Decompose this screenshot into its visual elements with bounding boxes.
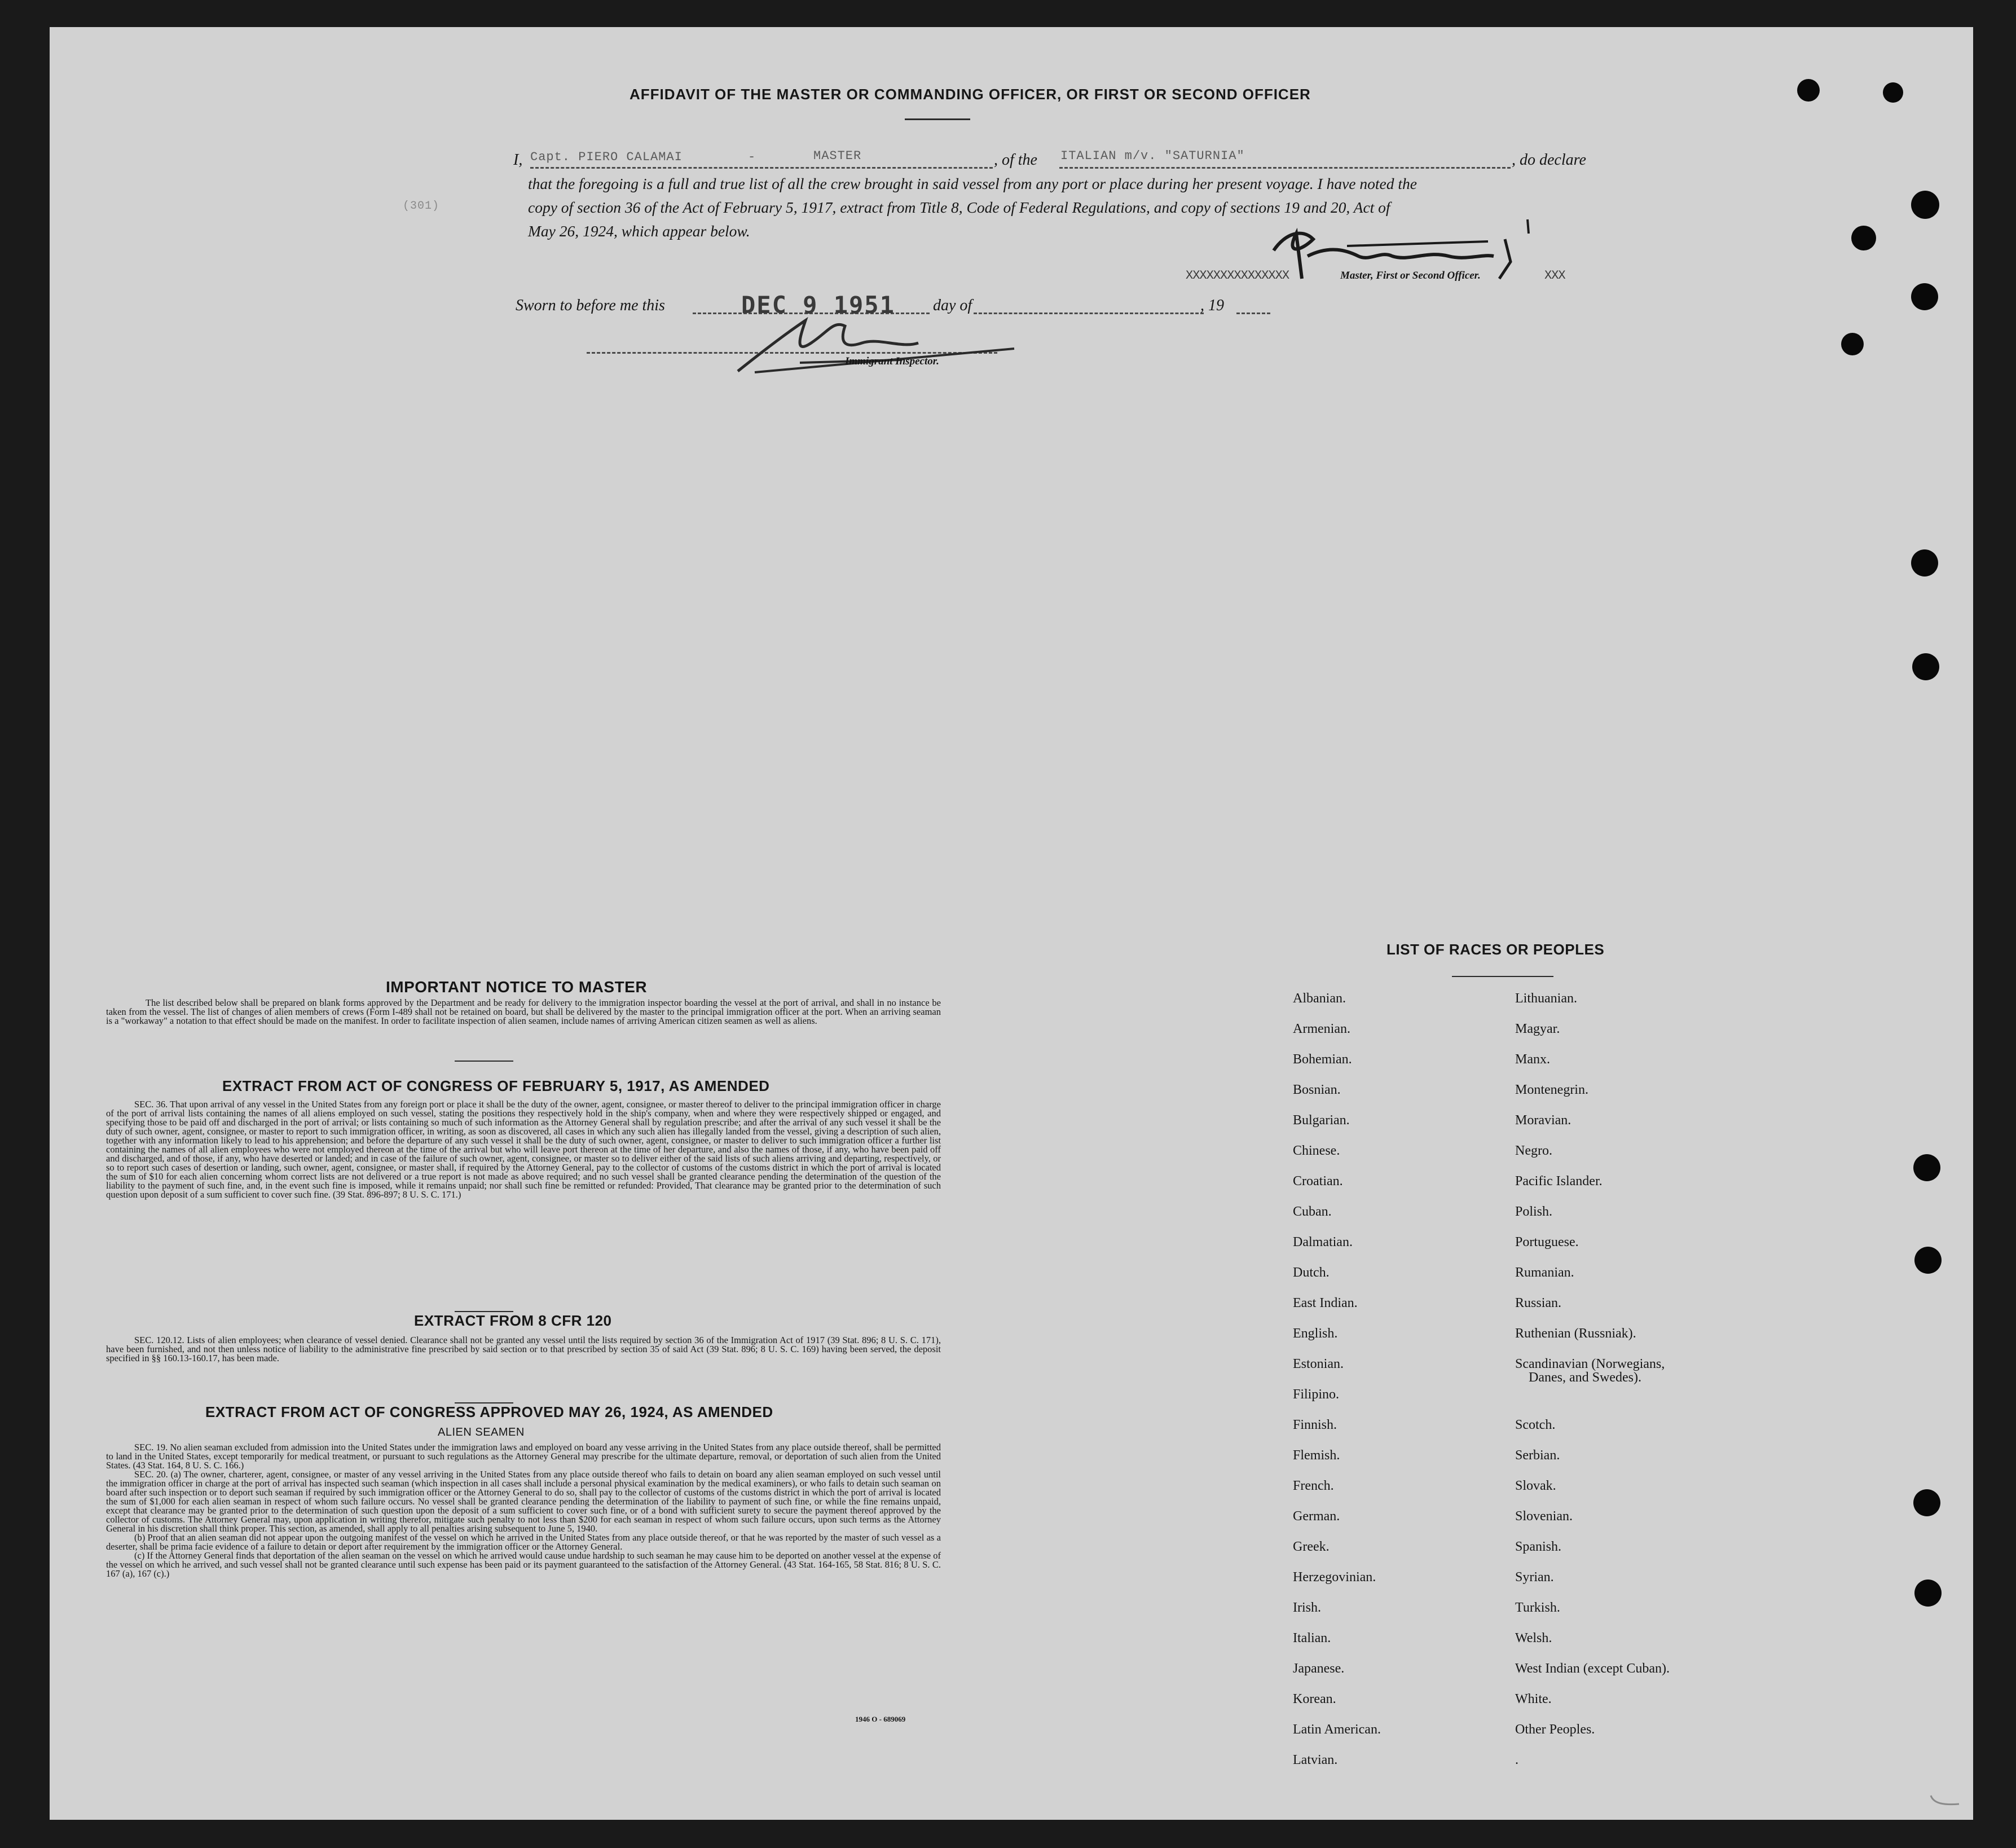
master-strike: XXXXXXXXXXXXXXX: [1186, 269, 1289, 283]
notice-body: The list described below shall be prepared on blank forms approved by the Department and be ready for delivery to the immigration inspector boarding the vessel at the port of arrival, and shall in no instance be taken from the vessel. The list of changes of alien members of crews (Form I-489 shall not be retained on board, but shall be delivered by the master to the principal immigration officer at the port. When an arriving seaman is a "workaway" a notation to that effect should be made on the manifest. In order to facilitate inspection of alien seamen, include names of arriving American citizen seamen as well as aliens.: [106, 997, 941, 1026]
declarant-prefix: I,: [513, 151, 523, 169]
races-rule: [1452, 976, 1553, 977]
punch-hole: [1912, 653, 1939, 680]
races-col-1: [1293, 992, 1381, 1784]
race-item: Irish.: [1293, 1600, 1321, 1615]
extract-1924-sec19: SEC. 19. No alien seaman excluded from admission into the United States under the immigration laws and employed on board any vesse arriving in the United States from any place outside thereof, shall be permitted to land in the United States, except temporarily for medical treatment, or pursuant to such regulations as the Attorney General may prescribe for the ultimate departure, removal, or deportation of such alien from the United States. (43 Stat. 164, 8 U. S. C. 166.): [106, 1442, 941, 1471]
race-item: Magyar.: [1515, 1022, 1560, 1036]
race-item: Slovak.: [1515, 1479, 1556, 1493]
master-signature: [1262, 217, 1556, 301]
race-item: Scandinavian (Norwegians, Danes, and Swedes).: [1515, 1357, 1665, 1385]
race-item: East Indian.: [1293, 1296, 1358, 1310]
race-item: Albanian.: [1293, 991, 1346, 1006]
punch-hole: [1914, 1247, 1942, 1274]
race-item: Dutch.: [1293, 1265, 1330, 1280]
race-item: Dalmatian.: [1293, 1235, 1353, 1249]
race-item: Cuban.: [1293, 1204, 1332, 1219]
race-item: French.: [1293, 1479, 1334, 1493]
year-label: , 19: [1200, 297, 1224, 314]
extract-1924-body: [106, 1443, 941, 1578]
race-item: Croatian.: [1293, 1174, 1343, 1189]
extract-cfr-body: SEC. 120.12. Lists of alien employees; when clearance of vessel denied. Clearance shall not be granted any vessel until the lists required by section 36 of the Immigration Act of 1917 (39 Stat. 896; 8 U. S. C. 171), have been furnished, and not then unless notice of liability to the administrative fine prescribed by said section or to that prescribed by section 35 of said Act (39 Stat. 896; 8 U. S. C. 169) having been served, the deposit specified in §§ 160.13-160.17, has been made.: [106, 1335, 941, 1363]
race-item: Other Peoples.: [1515, 1722, 1595, 1737]
race-item: Bohemian.: [1293, 1052, 1352, 1067]
race-item: Rumanian.: [1515, 1265, 1574, 1280]
race-item: Slovenian.: [1515, 1509, 1573, 1524]
race-item: Armenian.: [1293, 1022, 1350, 1036]
punch-hole: [1911, 191, 1939, 219]
declarant-blank: [530, 167, 993, 169]
extract-cfr-title: EXTRACT FROM 8 CFR 120: [414, 1312, 612, 1329]
punch-hole: [1883, 82, 1903, 103]
affidavit-line-2: that the foregoing is a full and true list of all the crew brought in said vessel from any port or place during her present voyage. I have noted the: [528, 175, 1417, 192]
race-item: Latin American.: [1293, 1722, 1381, 1737]
declarant-name: Capt. PIERO CALAMAI: [530, 150, 683, 164]
race-item: Turkish.: [1515, 1600, 1560, 1615]
race-item: Manx.: [1515, 1052, 1550, 1067]
race-item: Pacific Islander.: [1515, 1174, 1603, 1189]
race-item: West Indian (except Cuban).: [1515, 1661, 1670, 1676]
punch-hole: [1914, 1579, 1942, 1607]
race-item: Greek.: [1293, 1539, 1330, 1554]
races-col-2: [1515, 992, 1670, 1784]
vessel-name: ITALIAN m/v. "SATURNIA": [1060, 149, 1245, 163]
corner-mark: [1928, 1793, 1962, 1810]
date-stamp: DEC 9 1951: [741, 291, 895, 319]
race-item: Serbian.: [1515, 1448, 1560, 1463]
race-item: Ruthenian (Russniak).: [1515, 1326, 1636, 1341]
print-code: 1946 O - 689069: [855, 1715, 906, 1723]
race-item: Portuguese.: [1515, 1235, 1579, 1249]
race-item: Korean.: [1293, 1692, 1336, 1706]
affidavit-line-3: copy of section 36 of the Act of February 5, 1917, extract from Title 8, Code of Federal Regulations, and copy of sections 19 and 20, Act of: [528, 199, 1390, 216]
day-of-label: day of: [933, 297, 972, 314]
race-item: Latvian.: [1293, 1753, 1338, 1767]
extract-1924-title: EXTRACT FROM ACT OF CONGRESS APPROVED MAY 26, 1924, AS AMENDED: [205, 1403, 773, 1420]
race-item: Bosnian.: [1293, 1083, 1341, 1097]
race-item: Flemish.: [1293, 1448, 1340, 1463]
title-rule: [905, 118, 970, 120]
race-item: .: [1515, 1753, 1518, 1767]
race-item: Chinese.: [1293, 1143, 1340, 1158]
race-item: Filipino.: [1293, 1387, 1340, 1402]
inspector-signature: [732, 309, 1025, 382]
race-item: Scotch.: [1515, 1418, 1556, 1432]
race-item: Montenegrin.: [1515, 1083, 1588, 1097]
race-item: White.: [1515, 1692, 1552, 1706]
race-item: Japanese.: [1293, 1661, 1345, 1676]
race-item: English.: [1293, 1326, 1338, 1341]
race-item: German.: [1293, 1509, 1340, 1524]
race-item: [1515, 1388, 1670, 1418]
punch-hole: [1851, 226, 1876, 250]
punch-hole: [1913, 1489, 1940, 1516]
punch-hole: [1911, 549, 1938, 577]
sworn-label: Sworn to before me this: [516, 297, 665, 314]
race-item: Negro.: [1515, 1143, 1552, 1158]
race-item: Welsh.: [1515, 1631, 1552, 1645]
extract-1924-subtitle: ALIEN SEAMEN: [438, 1426, 525, 1438]
punch-hole: [1913, 1154, 1940, 1181]
punch-hole: [1797, 79, 1820, 102]
race-item: Spanish.: [1515, 1539, 1562, 1554]
of-the-label: , of the: [994, 151, 1037, 169]
extract-1924-sec20b: (b) Proof that an alien seaman did not appear upon the outgoing manifest of the vessel on which he arrived in the United States from any place outside thereof, or that he was reported by the master of such vessel as a deserter, shall be prima facie evidence of a failure to detain or deport after requirement by the immigration officer or the Attorney General.: [106, 1532, 941, 1552]
notice-title: IMPORTANT NOTICE TO MASTER: [386, 978, 648, 996]
race-item: Russian.: [1515, 1296, 1562, 1310]
declarant-sep: -: [748, 150, 756, 164]
affidavit-line-4: May 26, 1924, which appear below.: [528, 222, 750, 240]
extract-1924-sec20c: (c) If the Attorney General finds that deportation of the alien seaman on the vessel on which he arrived would cause undue hardship to such seaman he may cause him to be deported on another vessel at the expense of the vessel on which he arrived, and such vessel shall not be granted clearance until such expense has been paid or its payment guaranteed to the satisfaction of the Attorney General. (43 Stat. 164-165, 58 Stat. 816; 8 U. S. C. 167 (a), 167 (c).): [106, 1550, 941, 1579]
document-page: [50, 27, 1973, 1820]
affidavit-title: AFFIDAVIT OF THE MASTER OR COMMANDING OFFICER, OR FIRST OR SECOND OFFICER: [630, 86, 1311, 103]
punch-hole: [1911, 283, 1938, 310]
master-caption: Master, First or Second Officer.: [1340, 270, 1481, 281]
inspector-caption: Immigrant Inspector.: [845, 355, 939, 367]
races-title: LIST OF RACES OR PEOPLES: [1386, 941, 1605, 958]
race-item: Finnish.: [1293, 1418, 1337, 1432]
declarant-rank: MASTER: [813, 149, 862, 163]
margin-mark: (301): [403, 200, 440, 213]
race-item: Polish.: [1515, 1204, 1553, 1219]
extract-1924-sec20a: SEC. 20. (a) The owner, charterer, agent, consignee, or master of any vessel arriving in the United States from any place outside thereof who fails to detain on board any alien seaman employed on such vessel until the immigration officer in charge at the port of arrival has inspected such seaman (which inspection in all cases shall include a personal physical examination by the medical examiners), or who fails to detain such seaman on board after such inspection or to deport such seaman if required by such immigration officer or the Attorney General to do so, shall pay to the collector of customs of the customs district in which the port of arrival is located the sum of $1,000 for each alien seaman in respect of whom such failure occurs. No vessel shall be granted clearance pending the determination of the liability to payment of such fine, or while the fine remains unpaid, except that clearance may be granted prior to the determination of such question upon the deposit of a sum sufficient to cover such fine, or of a bond with sufficient surety to secure the payment thereof approved by the collector of customs. The Attorney General may, upon application in writing therefor, mitigate such penalty to not less than $200 for each seaman in respect of whom such failure occurs, upon such terms as the Attorney General in his discretion shall think proper. This section, as amended, shall apply to all penalties arising subsequent to June 5, 1940.: [106, 1469, 941, 1534]
race-item: Estonian.: [1293, 1357, 1344, 1371]
race-item: Lithuanian.: [1515, 991, 1577, 1006]
punch-hole: [1841, 333, 1864, 355]
extract-1917-body: SEC. 36. That upon arrival of any vessel in the United States from any foreign port or place it shall be the duty of the owner, agent, consignee, or master thereof to deliver to the principal immigration officer in charge of the port of arrival lists containing the names of all aliens employed on such vessel, stating the positions they respectively hold in the ship's company, when and where they were respectively shipped or engaged, and specifying those to be paid off and discharged in the port of arrival; or lists containing so much of such information as the Attorney General shall by regulation prescribe; and after the arrival of any such vessel it shall be the duty of such owner, agent, consignee, or master to report to such immigration officer, in writing, as soon as discovered, all cases in which any such alien has illegally landed from the vessel, giving a description of such alien, together with any information likely to lead to his apprehension; and before the departure of any such vessel it shall be the duty of such owner, agent, consignee, or master to deliver to such immigration officer a further list containing the names of all alien employees who were not employed thereon at the time of the arrival but who will leave port thereon at the time of her departure, and also the names of those, if any, who have been paid off and discharged, and of those, if any, who have deserted or landed; and in case of the failure of such owner, agent, consignee, or master so to deliver either of the said lists of such aliens arriving and departing, respectively, or so to report such cases of desertion or landing, such owner, agent, consignee, or master shall, if required by the Attorney General, pay to the collector of customs of the customs district in which the port of arrival is located the sum of $10 for each alien concerning whom correct lists are not delivered or a true report is not made as above required; and no such vessel shall be granted clearance pending the determination of the question of the liability to the payment of such fine, and, in the event such fine is imposed, while it remains unpaid; nor shall such fine be remitted or refunded: Provided, That clearance may be granted prior to the determination of such question upon deposit of a sum sufficient to cover such fine. (39 Stat. 896-897; 8 U. S. C. 171.): [106, 1099, 941, 1200]
race-item: Syrian.: [1515, 1570, 1554, 1585]
year-blank: [1236, 313, 1270, 314]
notice-rule: [455, 1061, 513, 1062]
extract-1917-title: EXTRACT FROM ACT OF CONGRESS OF FEBRUARY 5, 1917, AS AMENDED: [222, 1077, 770, 1094]
race-item: Italian.: [1293, 1631, 1331, 1645]
master-strike-end: XXX: [1544, 269, 1565, 283]
vessel-blank: [1059, 167, 1511, 169]
do-declare-label: , do declare: [1512, 151, 1586, 169]
race-item: Moravian.: [1515, 1113, 1572, 1128]
race-item: Herzegovinian.: [1293, 1570, 1376, 1585]
race-item: Bulgarian.: [1293, 1113, 1350, 1128]
